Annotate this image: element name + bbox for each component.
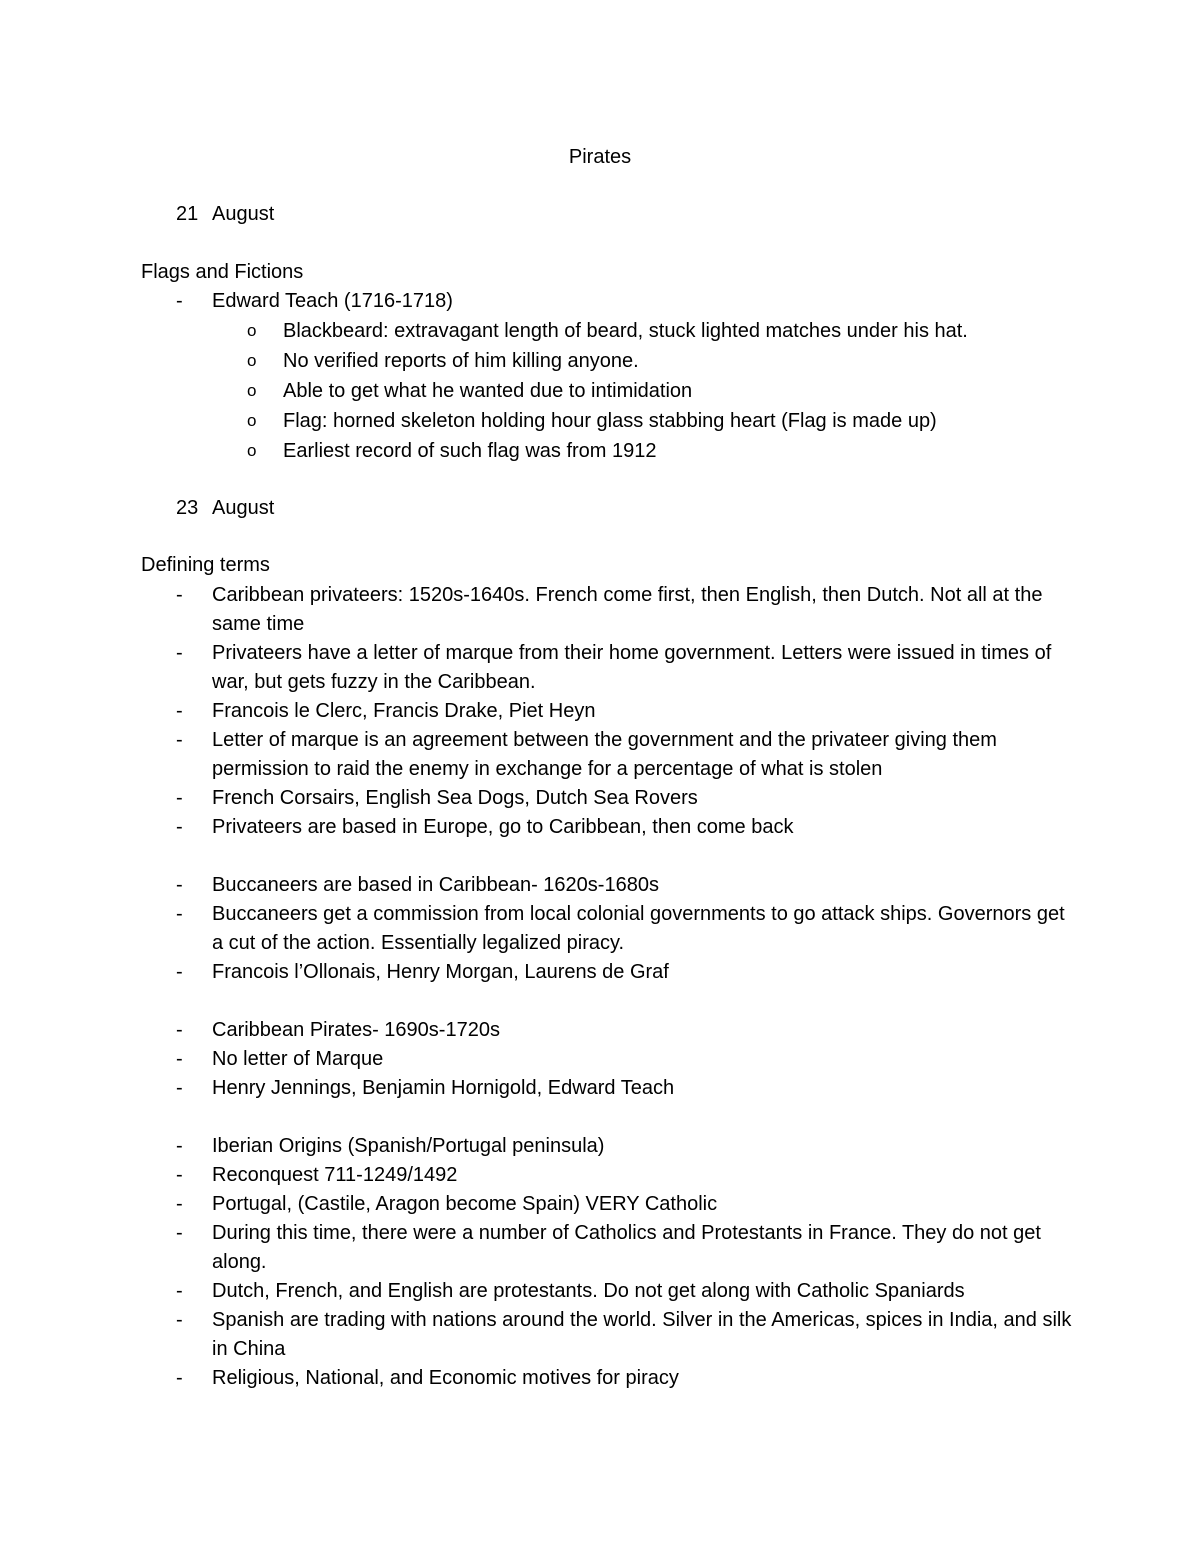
list-item: - Privateers are based in Europe, go to Caribbean, then come back [141, 813, 1081, 842]
dash-marker: - [176, 290, 183, 312]
list-item-text: Edward Teach (1716-1718) [212, 290, 453, 312]
date-month: August [212, 497, 275, 519]
sub-list-item: o No verified reports of him killing anyone. [212, 346, 1081, 376]
dash-marker: - [176, 1309, 183, 1331]
dash-marker: - [176, 700, 183, 722]
list-item: - Portugal, (Castile, Aragon become Spain) VERY Catholic [141, 1190, 1081, 1219]
dash-marker: - [176, 1164, 183, 1186]
dash-marker: - [176, 1019, 183, 1041]
section-heading-defining-terms: Defining terms [141, 554, 270, 576]
list-item: - Caribbean privateers: 1520s-1640s. French come first, then English, then Dutch. Not all at the same time [141, 581, 1081, 639]
date-month: August [212, 203, 275, 225]
dash-marker: - [176, 729, 183, 751]
dash-marker: - [176, 1048, 183, 1070]
dash-marker: - [176, 961, 183, 983]
circle-bullet-icon: o [247, 411, 257, 430]
list-item: - Buccaneers are based in Caribbean- 1620s-1680s [141, 871, 1081, 900]
list-item: - Buccaneers get a commission from local colonial governments to go attack ships. Governors get a cut of the action. Essentially legalized piracy. [141, 900, 1081, 958]
dash-marker: - [176, 787, 183, 809]
list-item: - Iberian Origins (Spanish/Portugal peninsula) [141, 1132, 1081, 1161]
list-item: - Letter of marque is an agreement between the government and the privateer giving them permission to raid the enemy in exchange for a percentage of what is stolen [141, 726, 1081, 784]
circle-bullet-icon: o [247, 381, 257, 400]
defining-terms-list [141, 581, 1081, 1393]
circle-bullet-icon: o [247, 321, 257, 340]
dash-marker: - [176, 1280, 183, 1302]
list-item: - Henry Jennings, Benjamin Hornigold, Edward Teach [141, 1074, 1081, 1103]
list-item [141, 287, 1081, 466]
circle-bullet-icon: o [247, 441, 257, 460]
dash-marker: - [176, 642, 183, 664]
circle-bullet-icon: o [247, 351, 257, 370]
list-item: - Francois le Clerc, Francis Drake, Piet Heyn [141, 697, 1081, 726]
list-item: - During this time, there were a number of Catholics and Protestants in France. They do not get along. [141, 1219, 1081, 1277]
list-item: - Dutch, French, and English are protestants. Do not get along with Catholic Spaniards [141, 1277, 1081, 1306]
dash-marker: - [176, 874, 183, 896]
date-heading-2 [176, 495, 274, 521]
dash-marker: - [176, 903, 183, 925]
sub-list-item: o Flag: horned skeleton holding hour glass stabbing heart (Flag is made up) [212, 406, 1081, 436]
list-gap [141, 987, 1081, 1016]
dash-marker: - [176, 1193, 183, 1215]
date-heading-1 [176, 201, 274, 227]
dash-marker: - [176, 1135, 183, 1157]
sub-list-item: o Able to get what he wanted due to intimidation [212, 376, 1081, 406]
date-day: 23 [176, 497, 199, 519]
list-gap [141, 842, 1081, 871]
list-item: - French Corsairs, English Sea Dogs, Dutch Sea Rovers [141, 784, 1081, 813]
date-day: 21 [176, 203, 199, 225]
list-item: - Francois l’Ollonais, Henry Morgan, Laurens de Graf [141, 958, 1081, 987]
blackbeard-sublist [212, 316, 1081, 466]
list-item: - Privateers have a letter of marque from their home government. Letters were issued in times of war, but gets fuzzy in the Caribbean. [141, 639, 1081, 697]
dash-marker: - [176, 1367, 183, 1389]
list-item: - No letter of Marque [141, 1045, 1081, 1074]
list-item: - Spanish are trading with nations around the world. Silver in the Americas, spices in India, and silk in China [141, 1306, 1081, 1364]
section-heading-flags: Flags and Fictions [141, 261, 304, 283]
sub-list-item: o Blackbeard: extravagant length of beard, stuck lighted matches under his hat. [212, 316, 1081, 346]
dash-marker: - [176, 1077, 183, 1099]
dash-marker: - [176, 1222, 183, 1244]
page-title: Pirates [568, 146, 632, 168]
list-gap [141, 1103, 1081, 1132]
list-item: - Caribbean Pirates- 1690s-1720s [141, 1016, 1081, 1045]
sub-list-item: o Earliest record of such flag was from 1912 [212, 436, 1081, 466]
dash-marker: - [176, 584, 183, 606]
list-item: - Religious, National, and Economic motives for piracy [141, 1364, 1081, 1393]
flags-list [141, 287, 1081, 466]
list-item: - Reconquest 711-1249/1492 [141, 1161, 1081, 1190]
dash-marker: - [176, 816, 183, 838]
